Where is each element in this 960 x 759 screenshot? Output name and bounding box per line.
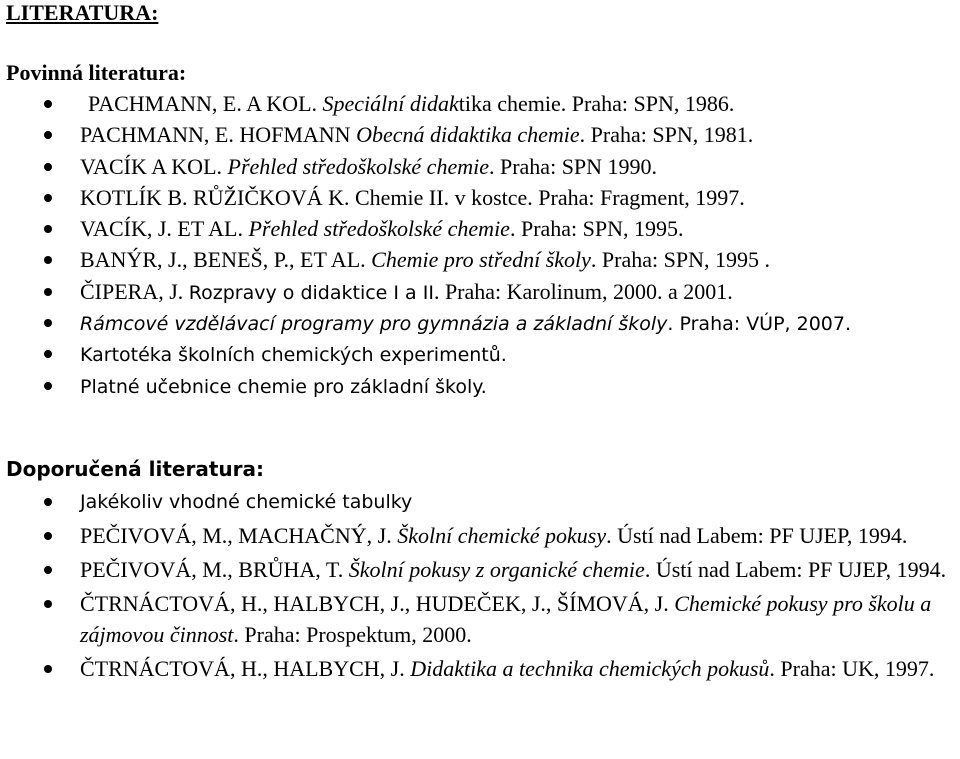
list-item: [0, 307, 960, 338]
ref-title: Přehled středoškolské chemie: [248, 216, 510, 242]
list-item: [0, 276, 960, 307]
page-title: LITERATURA:: [6, 0, 159, 25]
ref-authors: KOTLÍK B. RŮŽIČKOVÁ K.: [80, 184, 355, 210]
ref-title: Rozpravy o didaktice I a II: [188, 281, 434, 304]
list-item: [0, 182, 960, 213]
bullet-dot-icon: [44, 498, 52, 506]
ref-title: Chemie II. v kostce: [354, 184, 528, 210]
ref-publisher: . Praha: SPN, 1986.: [560, 91, 735, 116]
ref-title: Didaktika a technika chemických pokusů: [410, 656, 770, 681]
bullet-dot-icon: [44, 256, 52, 264]
list-item: [0, 370, 960, 401]
ref-title: Školní pokusy z organické chemie: [348, 557, 645, 582]
ref-publisher: . Praha: SPN, 1995.: [509, 216, 684, 242]
recommended-literature-list: [0, 486, 960, 687]
list-item: [0, 486, 960, 517]
ref-authors: VACÍK, J. ET AL.: [80, 216, 249, 242]
ref-title: Chemické pokusy pro školu a zájmovou činnost: [80, 591, 932, 647]
bullet-dot-icon: [44, 194, 52, 202]
ref-authors: VACÍK A KOL.: [80, 153, 228, 179]
ref-title: Školní chemické pokusy: [397, 523, 607, 548]
ref-authors: ČTRNÁCTOVÁ, H., HALBYCH, J., HUDEČEK, J., ŠÍMOVÁ, J.: [80, 591, 675, 616]
ref-publisher: . Praha: SPN 1990.: [488, 153, 658, 179]
ref-publisher: . Praha: UK, 1997.: [769, 656, 935, 681]
list-item: [0, 244, 960, 275]
ref-publisher: . Praha: SPN, 1995 .: [590, 247, 770, 273]
bullet-dot-icon: [44, 600, 52, 608]
ref-title-cont: tika chemie: [458, 91, 561, 116]
bullet-dot-icon: [44, 225, 52, 233]
ref-text: Kartotéka školních chemických experimentů.: [80, 344, 507, 367]
ref-title: Rámcové vzdělávací programy pro gymnázia a základní školy: [80, 313, 668, 336]
section-heading-recommended: Doporučená literatura:: [6, 457, 264, 481]
ref-publisher: . Ústí nad Labem: PF UJEP, 1994.: [644, 557, 947, 582]
ref-authors: PEČIVOVÁ, M., BRŮHA, T.: [80, 557, 349, 582]
ref-publisher: . Praha: VÚP, 2007.: [667, 313, 852, 336]
bullet-dot-icon: [44, 382, 52, 390]
required-literature-list: [0, 88, 960, 401]
ref-title: Chemie pro střední školy: [371, 247, 591, 273]
ref-title: Obecná didaktika chemie: [356, 122, 580, 148]
list-item: [0, 554, 960, 585]
ref-authors: BANÝR, J., BENEŠ, P., ET AL.: [80, 247, 372, 273]
bullet-dot-icon: [44, 319, 52, 327]
ref-authors: PACHMANN, E. HOFMANN: [80, 122, 357, 148]
list-item: [0, 151, 960, 182]
ref-publisher: . Ústí nad Labem: PF UJEP, 1994.: [606, 523, 908, 548]
bullet-dot-icon: [44, 350, 52, 358]
list-item: [0, 213, 960, 244]
bullet-dot-icon: [44, 100, 52, 108]
ref-text: Jakékoliv vhodné chemické tabulky: [80, 491, 413, 513]
ref-title: Speciální didak: [322, 91, 459, 116]
list-item: [0, 338, 960, 369]
bullet-dot-icon: [44, 288, 52, 296]
bullet-dot-icon: [44, 665, 52, 673]
ref-publisher: . Praha: Prospektum, 2000.: [233, 622, 472, 647]
bullet-dot-icon: [44, 566, 52, 574]
ref-publisher: . Praha: Fragment, 1997.: [527, 184, 745, 210]
ref-authors: PACHMANN, E. A KOL.: [88, 91, 323, 116]
ref-publisher: . Praha: Karolinum, 2000. a 2001.: [433, 278, 733, 304]
list-item: [0, 88, 960, 119]
section-heading-required: Povinná literatura:: [6, 60, 187, 85]
list-item: [0, 653, 960, 684]
ref-authors: PEČIVOVÁ, M., MACHAČNÝ, J.: [80, 523, 398, 548]
bullet-dot-icon: [44, 131, 52, 139]
ref-authors: ČTRNÁCTOVÁ, H., HALBYCH, J.: [80, 656, 411, 681]
list-item: [0, 119, 960, 150]
ref-text: Platné učebnice chemie pro základní školy.: [80, 375, 487, 398]
ref-publisher: . Praha: SPN, 1981.: [579, 122, 754, 148]
ref-title: Přehled středoškolské chemie: [227, 153, 489, 179]
ref-authors: ČIPERA, J.: [80, 278, 189, 304]
bullet-dot-icon: [44, 163, 52, 171]
list-item: [0, 588, 960, 650]
list-item: [0, 520, 960, 551]
bullet-dot-icon: [44, 532, 52, 540]
